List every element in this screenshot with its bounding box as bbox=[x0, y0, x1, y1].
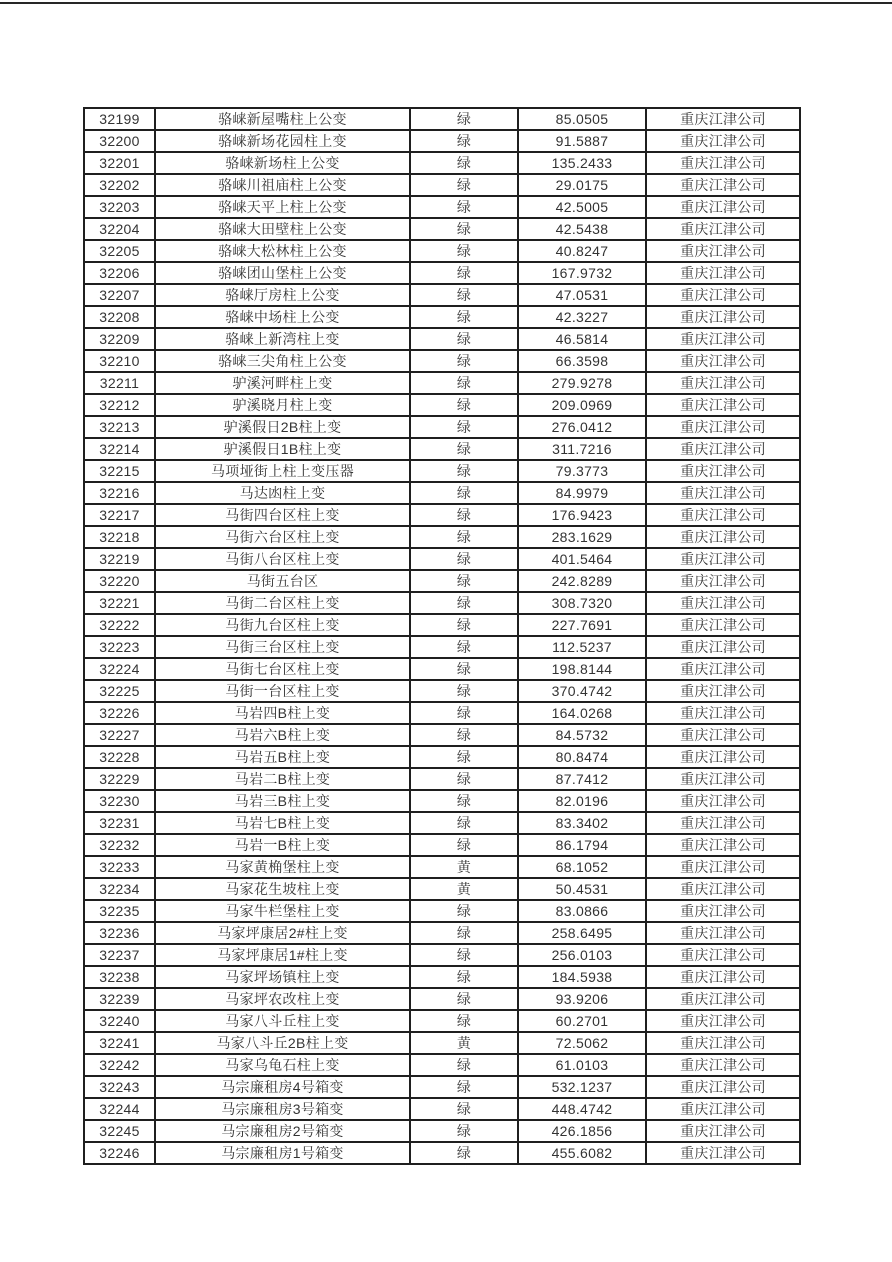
cell-company: 重庆江津公司 bbox=[646, 504, 800, 526]
cell-status: 绿 bbox=[410, 1010, 518, 1032]
cell-id: 32202 bbox=[84, 174, 155, 196]
cell-value: 256.0103 bbox=[518, 944, 646, 966]
table-row bbox=[84, 482, 800, 504]
cell-value: 80.8474 bbox=[518, 746, 646, 768]
cell-name: 马家坪康居2#柱上变 bbox=[155, 922, 410, 944]
table-row bbox=[84, 944, 800, 966]
cell-value: 86.1794 bbox=[518, 834, 646, 856]
table-row bbox=[84, 1032, 800, 1054]
cell-value: 87.7412 bbox=[518, 768, 646, 790]
cell-name: 马街六台区柱上变 bbox=[155, 526, 410, 548]
table-row bbox=[84, 284, 800, 306]
cell-value: 84.5732 bbox=[518, 724, 646, 746]
cell-name: 马街四台区柱上变 bbox=[155, 504, 410, 526]
table-row bbox=[84, 592, 800, 614]
cell-id: 32208 bbox=[84, 306, 155, 328]
cell-value: 66.3598 bbox=[518, 350, 646, 372]
cell-id: 32238 bbox=[84, 966, 155, 988]
table-row bbox=[84, 526, 800, 548]
cell-name: 马家牛栏堡柱上变 bbox=[155, 900, 410, 922]
cell-value: 83.0866 bbox=[518, 900, 646, 922]
cell-name: 马家花生坡柱上变 bbox=[155, 878, 410, 900]
cell-company: 重庆江津公司 bbox=[646, 482, 800, 504]
cell-company: 重庆江津公司 bbox=[646, 878, 800, 900]
cell-id: 32210 bbox=[84, 350, 155, 372]
cell-name: 驴溪假日1B柱上变 bbox=[155, 438, 410, 460]
cell-name: 马家黄桷堡柱上变 bbox=[155, 856, 410, 878]
cell-company: 重庆江津公司 bbox=[646, 1142, 800, 1164]
cell-id: 32203 bbox=[84, 196, 155, 218]
cell-status: 绿 bbox=[410, 460, 518, 482]
cell-name: 骆崃三尖角柱上公变 bbox=[155, 350, 410, 372]
cell-value: 47.0531 bbox=[518, 284, 646, 306]
cell-status: 绿 bbox=[410, 592, 518, 614]
table-row bbox=[84, 856, 800, 878]
cell-name: 马家乌龟石柱上变 bbox=[155, 1054, 410, 1076]
cell-company: 重庆江津公司 bbox=[646, 416, 800, 438]
cell-name: 马家坪康居1#柱上变 bbox=[155, 944, 410, 966]
cell-value: 61.0103 bbox=[518, 1054, 646, 1076]
cell-company: 重庆江津公司 bbox=[646, 636, 800, 658]
table-row bbox=[84, 152, 800, 174]
cell-value: 370.4742 bbox=[518, 680, 646, 702]
cell-company: 重庆江津公司 bbox=[646, 372, 800, 394]
cell-id: 32201 bbox=[84, 152, 155, 174]
cell-status: 绿 bbox=[410, 504, 518, 526]
cell-id: 32230 bbox=[84, 790, 155, 812]
cell-company: 重庆江津公司 bbox=[646, 900, 800, 922]
cell-status: 绿 bbox=[410, 988, 518, 1010]
cell-name: 马街九台区柱上变 bbox=[155, 614, 410, 636]
cell-company: 重庆江津公司 bbox=[646, 812, 800, 834]
cell-value: 276.0412 bbox=[518, 416, 646, 438]
cell-name: 马家坪场镇柱上变 bbox=[155, 966, 410, 988]
cell-status: 绿 bbox=[410, 438, 518, 460]
cell-company: 重庆江津公司 bbox=[646, 790, 800, 812]
cell-name: 驴溪河畔柱上变 bbox=[155, 372, 410, 394]
cell-company: 重庆江津公司 bbox=[646, 658, 800, 680]
cell-id: 32239 bbox=[84, 988, 155, 1010]
cell-id: 32243 bbox=[84, 1076, 155, 1098]
cell-id: 32211 bbox=[84, 372, 155, 394]
cell-id: 32213 bbox=[84, 416, 155, 438]
table-row bbox=[84, 878, 800, 900]
cell-status: 绿 bbox=[410, 944, 518, 966]
cell-name: 马岩四B柱上变 bbox=[155, 702, 410, 724]
cell-value: 184.5938 bbox=[518, 966, 646, 988]
table-row bbox=[84, 394, 800, 416]
cell-id: 32224 bbox=[84, 658, 155, 680]
cell-status: 绿 bbox=[410, 262, 518, 284]
cell-status: 绿 bbox=[410, 196, 518, 218]
cell-name: 马街一台区柱上变 bbox=[155, 680, 410, 702]
cell-status: 绿 bbox=[410, 394, 518, 416]
cell-value: 448.4742 bbox=[518, 1098, 646, 1120]
table-row bbox=[84, 240, 800, 262]
cell-value: 176.9423 bbox=[518, 504, 646, 526]
cell-name: 马街五台区 bbox=[155, 570, 410, 592]
cell-company: 重庆江津公司 bbox=[646, 702, 800, 724]
cell-name: 骆崃川祖庙柱上公变 bbox=[155, 174, 410, 196]
cell-value: 167.9732 bbox=[518, 262, 646, 284]
table-row bbox=[84, 460, 800, 482]
cell-value: 84.9979 bbox=[518, 482, 646, 504]
cell-company: 重庆江津公司 bbox=[646, 306, 800, 328]
table-row bbox=[84, 108, 800, 130]
cell-name: 马街二台区柱上变 bbox=[155, 592, 410, 614]
cell-id: 32205 bbox=[84, 240, 155, 262]
table-row bbox=[84, 1120, 800, 1142]
cell-id: 32235 bbox=[84, 900, 155, 922]
table-row bbox=[84, 988, 800, 1010]
cell-company: 重庆江津公司 bbox=[646, 1098, 800, 1120]
cell-company: 重庆江津公司 bbox=[646, 922, 800, 944]
cell-company: 重庆江津公司 bbox=[646, 1054, 800, 1076]
cell-status: 绿 bbox=[410, 328, 518, 350]
cell-status: 绿 bbox=[410, 174, 518, 196]
cell-company: 重庆江津公司 bbox=[646, 1010, 800, 1032]
cell-name: 马岩六B柱上变 bbox=[155, 724, 410, 746]
cell-value: 311.7216 bbox=[518, 438, 646, 460]
cell-status: 绿 bbox=[410, 1120, 518, 1142]
cell-status: 绿 bbox=[410, 1054, 518, 1076]
cell-company: 重庆江津公司 bbox=[646, 130, 800, 152]
cell-id: 32222 bbox=[84, 614, 155, 636]
cell-status: 绿 bbox=[410, 702, 518, 724]
cell-name: 马宗廉租房4号箱变 bbox=[155, 1076, 410, 1098]
cell-id: 32231 bbox=[84, 812, 155, 834]
table-row bbox=[84, 790, 800, 812]
cell-name: 马岩七B柱上变 bbox=[155, 812, 410, 834]
cell-company: 重庆江津公司 bbox=[646, 438, 800, 460]
table-row bbox=[84, 768, 800, 790]
cell-id: 32232 bbox=[84, 834, 155, 856]
cell-status: 绿 bbox=[410, 900, 518, 922]
table-row bbox=[84, 702, 800, 724]
cell-name: 马岩三B柱上变 bbox=[155, 790, 410, 812]
cell-status: 绿 bbox=[410, 350, 518, 372]
cell-company: 重庆江津公司 bbox=[646, 966, 800, 988]
cell-name: 驴溪假日2B柱上变 bbox=[155, 416, 410, 438]
cell-value: 60.2701 bbox=[518, 1010, 646, 1032]
cell-status: 绿 bbox=[410, 130, 518, 152]
cell-name: 马家八斗丘2B柱上变 bbox=[155, 1032, 410, 1054]
cell-name: 骆崃中场柱上公变 bbox=[155, 306, 410, 328]
table-row bbox=[84, 966, 800, 988]
cell-company: 重庆江津公司 bbox=[646, 570, 800, 592]
cell-company: 重庆江津公司 bbox=[646, 988, 800, 1010]
cell-value: 279.9278 bbox=[518, 372, 646, 394]
cell-status: 绿 bbox=[410, 746, 518, 768]
cell-value: 79.3773 bbox=[518, 460, 646, 482]
cell-name: 马街三台区柱上变 bbox=[155, 636, 410, 658]
cell-status: 黄 bbox=[410, 1032, 518, 1054]
cell-company: 重庆江津公司 bbox=[646, 1032, 800, 1054]
cell-company: 重庆江津公司 bbox=[646, 108, 800, 130]
cell-company: 重庆江津公司 bbox=[646, 944, 800, 966]
cell-name: 马岩一B柱上变 bbox=[155, 834, 410, 856]
cell-value: 164.0268 bbox=[518, 702, 646, 724]
cell-name: 马宗廉租房1号箱变 bbox=[155, 1142, 410, 1164]
cell-id: 32212 bbox=[84, 394, 155, 416]
cell-company: 重庆江津公司 bbox=[646, 680, 800, 702]
cell-id: 32246 bbox=[84, 1142, 155, 1164]
cell-status: 绿 bbox=[410, 526, 518, 548]
table-row bbox=[84, 900, 800, 922]
cell-company: 重庆江津公司 bbox=[646, 724, 800, 746]
cell-value: 42.5005 bbox=[518, 196, 646, 218]
cell-value: 112.5237 bbox=[518, 636, 646, 658]
cell-company: 重庆江津公司 bbox=[646, 218, 800, 240]
cell-value: 242.8289 bbox=[518, 570, 646, 592]
cell-company: 重庆江津公司 bbox=[646, 746, 800, 768]
table-body bbox=[84, 108, 800, 1164]
cell-value: 401.5464 bbox=[518, 548, 646, 570]
cell-name: 马宗廉租房3号箱变 bbox=[155, 1098, 410, 1120]
cell-status: 绿 bbox=[410, 812, 518, 834]
cell-value: 227.7691 bbox=[518, 614, 646, 636]
cell-status: 绿 bbox=[410, 1076, 518, 1098]
transformer-table bbox=[83, 107, 801, 1165]
table-row bbox=[84, 548, 800, 570]
table-row bbox=[84, 306, 800, 328]
cell-status: 黄 bbox=[410, 856, 518, 878]
cell-value: 46.5814 bbox=[518, 328, 646, 350]
cell-id: 32209 bbox=[84, 328, 155, 350]
cell-company: 重庆江津公司 bbox=[646, 196, 800, 218]
cell-value: 40.8247 bbox=[518, 240, 646, 262]
table-row bbox=[84, 680, 800, 702]
cell-value: 82.0196 bbox=[518, 790, 646, 812]
cell-name: 骆崃新屋嘴柱上公变 bbox=[155, 108, 410, 130]
cell-value: 135.2433 bbox=[518, 152, 646, 174]
table-row bbox=[84, 1142, 800, 1164]
cell-company: 重庆江津公司 bbox=[646, 152, 800, 174]
cell-value: 426.1856 bbox=[518, 1120, 646, 1142]
table-row bbox=[84, 922, 800, 944]
cell-status: 绿 bbox=[410, 790, 518, 812]
cell-status: 黄 bbox=[410, 878, 518, 900]
cell-value: 455.6082 bbox=[518, 1142, 646, 1164]
cell-name: 骆崃大田壁柱上公变 bbox=[155, 218, 410, 240]
cell-id: 32215 bbox=[84, 460, 155, 482]
table-row bbox=[84, 636, 800, 658]
cell-value: 198.8144 bbox=[518, 658, 646, 680]
cell-id: 32241 bbox=[84, 1032, 155, 1054]
cell-name: 马家八斗丘柱上变 bbox=[155, 1010, 410, 1032]
cell-status: 绿 bbox=[410, 108, 518, 130]
cell-status: 绿 bbox=[410, 922, 518, 944]
table-row bbox=[84, 724, 800, 746]
cell-company: 重庆江津公司 bbox=[646, 526, 800, 548]
cell-id: 32219 bbox=[84, 548, 155, 570]
cell-company: 重庆江津公司 bbox=[646, 834, 800, 856]
cell-id: 32226 bbox=[84, 702, 155, 724]
cell-company: 重庆江津公司 bbox=[646, 284, 800, 306]
cell-name: 马街八台区柱上变 bbox=[155, 548, 410, 570]
cell-company: 重庆江津公司 bbox=[646, 174, 800, 196]
cell-status: 绿 bbox=[410, 768, 518, 790]
cell-status: 绿 bbox=[410, 570, 518, 592]
cell-name: 骆崃厅房柱上公变 bbox=[155, 284, 410, 306]
cell-value: 91.5887 bbox=[518, 130, 646, 152]
table-row bbox=[84, 372, 800, 394]
cell-company: 重庆江津公司 bbox=[646, 614, 800, 636]
cell-id: 32221 bbox=[84, 592, 155, 614]
table-row bbox=[84, 438, 800, 460]
cell-company: 重庆江津公司 bbox=[646, 350, 800, 372]
cell-name: 马达凼柱上变 bbox=[155, 482, 410, 504]
table-row bbox=[84, 328, 800, 350]
cell-value: 258.6495 bbox=[518, 922, 646, 944]
cell-status: 绿 bbox=[410, 658, 518, 680]
cell-status: 绿 bbox=[410, 1142, 518, 1164]
cell-name: 马街七台区柱上变 bbox=[155, 658, 410, 680]
cell-status: 绿 bbox=[410, 218, 518, 240]
table-row bbox=[84, 218, 800, 240]
cell-id: 32233 bbox=[84, 856, 155, 878]
table-row bbox=[84, 1010, 800, 1032]
cell-id: 32220 bbox=[84, 570, 155, 592]
cell-company: 重庆江津公司 bbox=[646, 394, 800, 416]
cell-id: 32228 bbox=[84, 746, 155, 768]
cell-name: 骆崃新场花园柱上变 bbox=[155, 130, 410, 152]
page-top-edge-line bbox=[0, 2, 892, 4]
cell-status: 绿 bbox=[410, 1098, 518, 1120]
table-row bbox=[84, 658, 800, 680]
cell-status: 绿 bbox=[410, 306, 518, 328]
cell-value: 85.0505 bbox=[518, 108, 646, 130]
cell-id: 32199 bbox=[84, 108, 155, 130]
cell-company: 重庆江津公司 bbox=[646, 856, 800, 878]
cell-id: 32244 bbox=[84, 1098, 155, 1120]
cell-value: 209.0969 bbox=[518, 394, 646, 416]
table-row bbox=[84, 504, 800, 526]
cell-id: 32237 bbox=[84, 944, 155, 966]
cell-company: 重庆江津公司 bbox=[646, 1120, 800, 1142]
table-row bbox=[84, 416, 800, 438]
table-row bbox=[84, 350, 800, 372]
table-row bbox=[84, 130, 800, 152]
cell-company: 重庆江津公司 bbox=[646, 768, 800, 790]
cell-name: 骆崃团山堡柱上公变 bbox=[155, 262, 410, 284]
cell-value: 93.9206 bbox=[518, 988, 646, 1010]
cell-name: 骆崃大松林柱上公变 bbox=[155, 240, 410, 262]
cell-status: 绿 bbox=[410, 966, 518, 988]
cell-name: 马家坪农改柱上变 bbox=[155, 988, 410, 1010]
table-row bbox=[84, 262, 800, 284]
cell-status: 绿 bbox=[410, 834, 518, 856]
cell-id: 32234 bbox=[84, 878, 155, 900]
cell-status: 绿 bbox=[410, 152, 518, 174]
cell-id: 32242 bbox=[84, 1054, 155, 1076]
table-row bbox=[84, 174, 800, 196]
cell-id: 32200 bbox=[84, 130, 155, 152]
cell-company: 重庆江津公司 bbox=[646, 262, 800, 284]
table-row bbox=[84, 834, 800, 856]
cell-company: 重庆江津公司 bbox=[646, 240, 800, 262]
cell-id: 32207 bbox=[84, 284, 155, 306]
cell-company: 重庆江津公司 bbox=[646, 592, 800, 614]
cell-name: 马岩五B柱上变 bbox=[155, 746, 410, 768]
cell-status: 绿 bbox=[410, 372, 518, 394]
cell-value: 283.1629 bbox=[518, 526, 646, 548]
cell-company: 重庆江津公司 bbox=[646, 548, 800, 570]
cell-id: 32229 bbox=[84, 768, 155, 790]
cell-company: 重庆江津公司 bbox=[646, 328, 800, 350]
cell-status: 绿 bbox=[410, 548, 518, 570]
cell-value: 68.1052 bbox=[518, 856, 646, 878]
cell-id: 32216 bbox=[84, 482, 155, 504]
table-row bbox=[84, 1098, 800, 1120]
cell-status: 绿 bbox=[410, 240, 518, 262]
table-row bbox=[84, 196, 800, 218]
cell-value: 72.5062 bbox=[518, 1032, 646, 1054]
cell-value: 29.0175 bbox=[518, 174, 646, 196]
cell-value: 532.1237 bbox=[518, 1076, 646, 1098]
cell-id: 32204 bbox=[84, 218, 155, 240]
cell-value: 83.3402 bbox=[518, 812, 646, 834]
cell-id: 32223 bbox=[84, 636, 155, 658]
cell-id: 32218 bbox=[84, 526, 155, 548]
cell-name: 马项垭街上柱上变压器 bbox=[155, 460, 410, 482]
cell-name: 驴溪晓月柱上变 bbox=[155, 394, 410, 416]
cell-id: 32206 bbox=[84, 262, 155, 284]
cell-id: 32214 bbox=[84, 438, 155, 460]
cell-name: 骆崃上新湾柱上变 bbox=[155, 328, 410, 350]
cell-name: 骆崃新场柱上公变 bbox=[155, 152, 410, 174]
cell-company: 重庆江津公司 bbox=[646, 1076, 800, 1098]
cell-id: 32225 bbox=[84, 680, 155, 702]
cell-id: 32227 bbox=[84, 724, 155, 746]
cell-name: 骆崃天平上柱上公变 bbox=[155, 196, 410, 218]
cell-company: 重庆江津公司 bbox=[646, 460, 800, 482]
table-row bbox=[84, 570, 800, 592]
cell-status: 绿 bbox=[410, 614, 518, 636]
cell-id: 32236 bbox=[84, 922, 155, 944]
table-row bbox=[84, 614, 800, 636]
cell-value: 42.3227 bbox=[518, 306, 646, 328]
cell-status: 绿 bbox=[410, 636, 518, 658]
table-row bbox=[84, 746, 800, 768]
table-row bbox=[84, 1076, 800, 1098]
cell-status: 绿 bbox=[410, 284, 518, 306]
cell-value: 42.5438 bbox=[518, 218, 646, 240]
table-row bbox=[84, 1054, 800, 1076]
cell-id: 32245 bbox=[84, 1120, 155, 1142]
cell-value: 50.4531 bbox=[518, 878, 646, 900]
cell-name: 马宗廉租房2号箱变 bbox=[155, 1120, 410, 1142]
cell-status: 绿 bbox=[410, 482, 518, 504]
cell-name: 马岩二B柱上变 bbox=[155, 768, 410, 790]
cell-status: 绿 bbox=[410, 680, 518, 702]
table-row bbox=[84, 812, 800, 834]
cell-value: 308.7320 bbox=[518, 592, 646, 614]
cell-status: 绿 bbox=[410, 724, 518, 746]
cell-status: 绿 bbox=[410, 416, 518, 438]
cell-id: 32240 bbox=[84, 1010, 155, 1032]
cell-id: 32217 bbox=[84, 504, 155, 526]
